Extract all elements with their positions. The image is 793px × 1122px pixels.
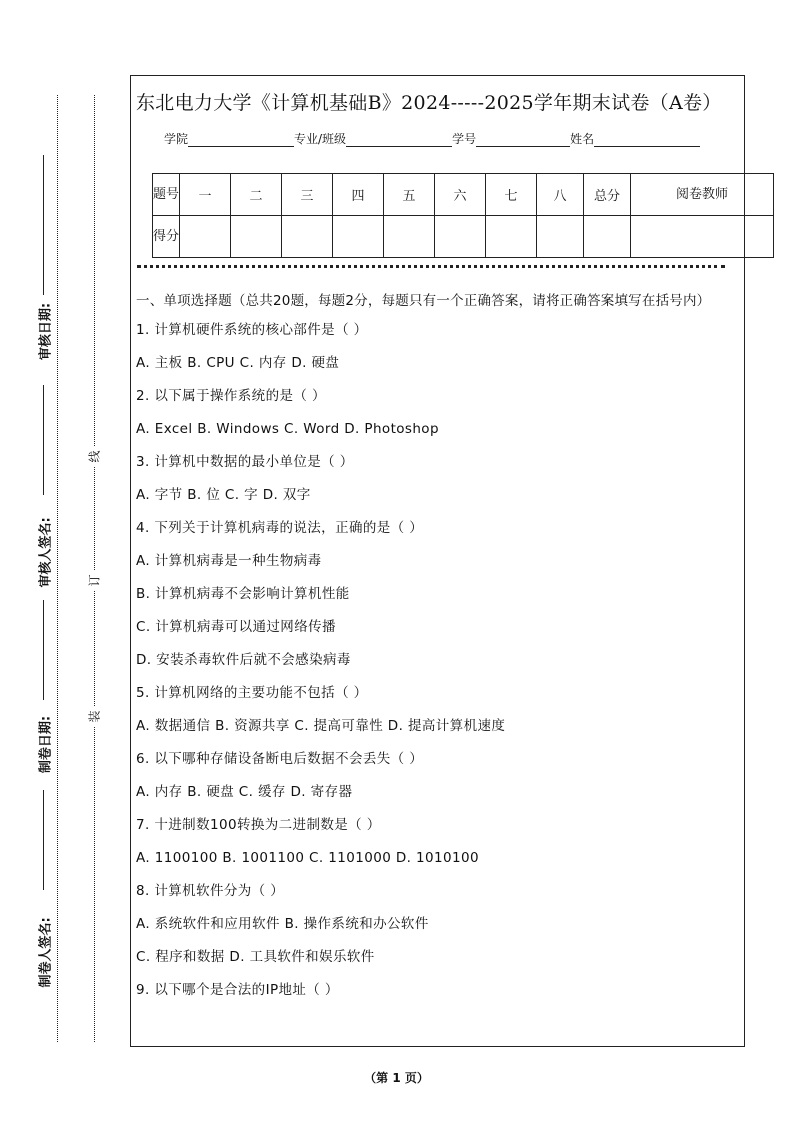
option-line: A. 系统软件和应用软件 B. 操作系统和办公软件 (136, 916, 429, 932)
student-id-label: 学号 (452, 132, 477, 146)
dotted-separator (137, 265, 725, 268)
col-4: 四 (333, 174, 384, 216)
option-line: A. 数据通信 B. 资源共享 C. 提高可靠性 D. 提高计算机速度 (136, 718, 506, 734)
score-cell[interactable] (584, 216, 631, 258)
cut-mark-xian: 线 (86, 447, 103, 467)
col-3: 三 (282, 174, 333, 216)
option-line: A. 计算机病毒是一种生物病毒 (136, 553, 322, 569)
option-line: A. Excel B. Windows C. Word D. Photoshop (136, 421, 439, 437)
col-1: 一 (180, 174, 231, 216)
reviewer-signature-label: 审核人签名: (38, 517, 54, 588)
binding-line-inner (94, 95, 95, 1042)
score-table-header-row (153, 174, 774, 216)
score-cell[interactable] (333, 216, 384, 258)
binding-line-outer (57, 95, 58, 1042)
score-cell[interactable] (435, 216, 486, 258)
option-line: A. 字节 B. 位 C. 字 D. 双字 (136, 487, 311, 503)
col-grader: 阅卷教师 (631, 174, 774, 216)
score-cell[interactable] (180, 216, 231, 258)
score-cell[interactable] (537, 216, 584, 258)
maker-signature-label: 制卷人签名: (38, 917, 54, 988)
question-line: 9. 以下哪个是合法的IP地址（ ） (136, 982, 339, 998)
score-cell[interactable] (282, 216, 333, 258)
option-line: A. 主板 B. CPU C. 内存 D. 硬盘 (136, 355, 340, 371)
question-line: 6. 以下哪种存储设备断电后数据不会丢失（ ） (136, 751, 424, 767)
exam-title: 东北电力大学《计算机基础B》2024-----2025学年期末试卷（A卷） (136, 92, 722, 114)
score-cell[interactable] (486, 216, 537, 258)
option-line: C. 程序和数据 D. 工具软件和娱乐软件 (136, 949, 375, 965)
exam-body (136, 290, 736, 1012)
cut-mark-zhuang: 装 (86, 707, 103, 727)
col-2: 二 (231, 174, 282, 216)
score-table (152, 173, 774, 258)
student-id-blank[interactable] (476, 132, 570, 147)
col-total: 总分 (584, 174, 631, 216)
sign-line-1 (43, 155, 44, 295)
question-line: 4. 下列关于计算机病毒的说法，正确的是（ ） (136, 520, 424, 536)
option-line: D. 安装杀毒软件后就不会感染病毒 (136, 652, 351, 668)
name-label: 姓名 (570, 132, 595, 146)
page-number: （第 1 页） (364, 1071, 429, 1085)
make-date-label: 制卷日期: (38, 715, 54, 774)
question-line: 8. 计算机软件分为（ ） (136, 883, 285, 899)
col-6: 六 (435, 174, 486, 216)
college-label: 学院 (164, 132, 189, 146)
question-line: 7. 十进制数100转换为二进制数是（ ） (136, 817, 381, 833)
score-cell[interactable] (231, 216, 282, 258)
sign-line-2 (43, 385, 44, 495)
sign-line-3 (43, 600, 44, 700)
name-blank[interactable] (594, 132, 700, 147)
section-heading: 一、单项选择题（总共20题，每题2分，每题只有一个正确答案，请将正确答案填写在括号内） (136, 293, 711, 309)
option-line: A. 内存 B. 硬盘 C. 缓存 D. 寄存器 (136, 784, 353, 800)
option-line: C. 计算机病毒可以通过网络传播 (136, 619, 336, 635)
col-5: 五 (384, 174, 435, 216)
score-table-score-row (153, 216, 774, 258)
question-number-header: 题号 (153, 174, 180, 216)
college-blank[interactable] (188, 132, 294, 147)
score-cell[interactable] (631, 216, 774, 258)
major-label: 专业/班级 (294, 132, 347, 146)
question-line: 5. 计算机网络的主要功能不包括（ ） (136, 685, 368, 701)
question-line: 3. 计算机中数据的最小单位是（ ） (136, 454, 354, 470)
major-blank[interactable] (346, 132, 452, 147)
question-line: 2. 以下属于操作系统的是（ ） (136, 388, 326, 404)
score-label: 得分 (153, 216, 180, 258)
student-info-row (164, 130, 700, 147)
sign-line-4 (43, 790, 44, 890)
cut-mark-ding: 订 (86, 571, 103, 591)
option-line: B. 计算机病毒不会影响计算机性能 (136, 586, 350, 602)
review-date-label: 审核日期: (38, 302, 54, 361)
score-cell[interactable] (384, 216, 435, 258)
option-line: A. 1100100 B. 1001100 C. 1101000 D. 1010100 (136, 850, 479, 866)
question-line: 1. 计算机硬件系统的核心部件是（ ） (136, 322, 368, 338)
col-7: 七 (486, 174, 537, 216)
col-8: 八 (537, 174, 584, 216)
